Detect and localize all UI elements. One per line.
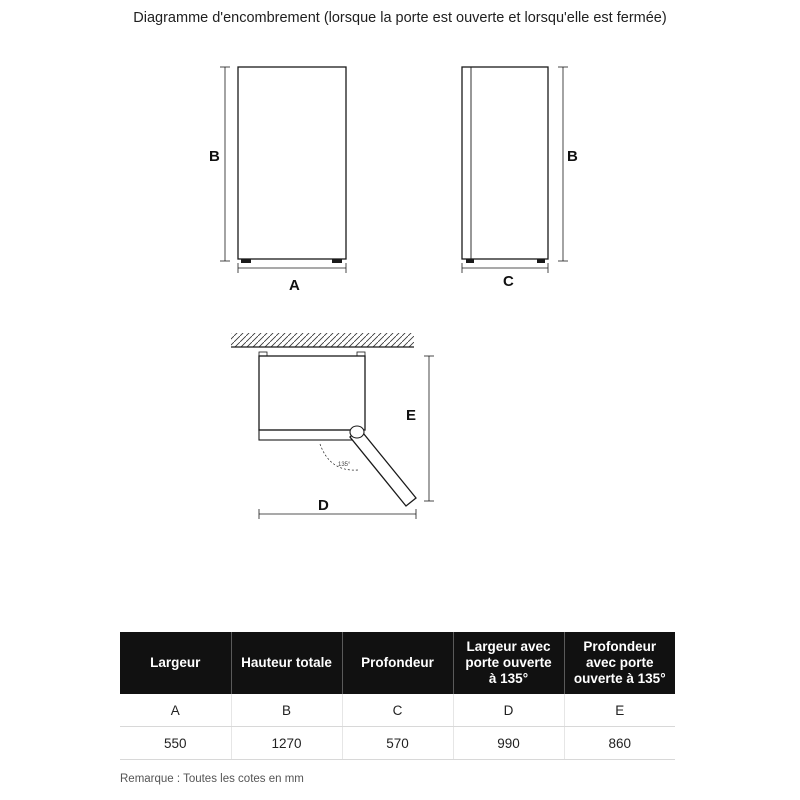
front-foot-left	[241, 259, 251, 263]
dimensions-table	[120, 632, 675, 760]
header-line: Hauteur totale	[241, 655, 332, 670]
angle-label: 135°	[338, 462, 351, 468]
header-line: Profondeur	[583, 639, 657, 654]
side-foot-right	[537, 259, 545, 263]
value-cell: 550	[120, 727, 231, 760]
header-line: porte ouverte	[465, 655, 552, 670]
header-line: avec porte	[585, 655, 654, 670]
value-cell: 570	[342, 727, 453, 760]
header-line: Largeur avec	[466, 639, 551, 654]
code-cell: B	[231, 694, 342, 727]
footnote: Remarque : Toutes les cotes en mm	[120, 773, 304, 785]
side-height-label: B	[567, 148, 578, 165]
header-line: Largeur	[150, 655, 201, 670]
front-height-label: B	[209, 148, 220, 165]
value-cell: 1270	[231, 727, 342, 760]
header-line: à 135°	[488, 671, 529, 686]
top-depth-label: E	[406, 407, 417, 424]
value-cell: 990	[453, 727, 564, 760]
table-row-values	[120, 727, 675, 760]
value-cell: 860	[564, 727, 675, 760]
code-cell: E	[564, 694, 675, 727]
side-depth-label: C	[503, 273, 514, 290]
header-line: ouverte à 135°	[573, 671, 666, 686]
front-cabinet	[238, 67, 346, 259]
header-largeur	[120, 632, 231, 694]
top-view	[231, 333, 434, 519]
header-profondeur	[342, 632, 453, 694]
header-profondeur-porte-ouverte	[564, 632, 675, 694]
diagram-title: Diagramme d'encombrement (lorsque la porte est ouverte et lorsqu'elle est fermée)	[133, 10, 667, 26]
top-door-closed	[259, 430, 357, 440]
top-width-label: D	[318, 497, 329, 514]
side-cabinet	[462, 67, 548, 259]
table-row-codes	[120, 694, 675, 727]
top-door-hinge	[350, 426, 364, 438]
front-foot-right	[332, 259, 342, 263]
top-cabinet	[259, 356, 365, 430]
side-foot-left	[466, 259, 474, 263]
top-door-open	[350, 428, 416, 506]
code-cell: C	[342, 694, 453, 727]
side-view	[462, 67, 568, 273]
code-cell: A	[120, 694, 231, 727]
front-view	[220, 67, 346, 273]
table-header-row	[120, 632, 675, 694]
header-line: Profondeur	[361, 655, 434, 670]
code-cell: D	[453, 694, 564, 727]
header-hauteur-totale	[231, 632, 342, 694]
header-largeur-porte-ouverte	[453, 632, 564, 694]
front-width-label: A	[289, 277, 300, 294]
wall-hatch	[231, 333, 414, 347]
